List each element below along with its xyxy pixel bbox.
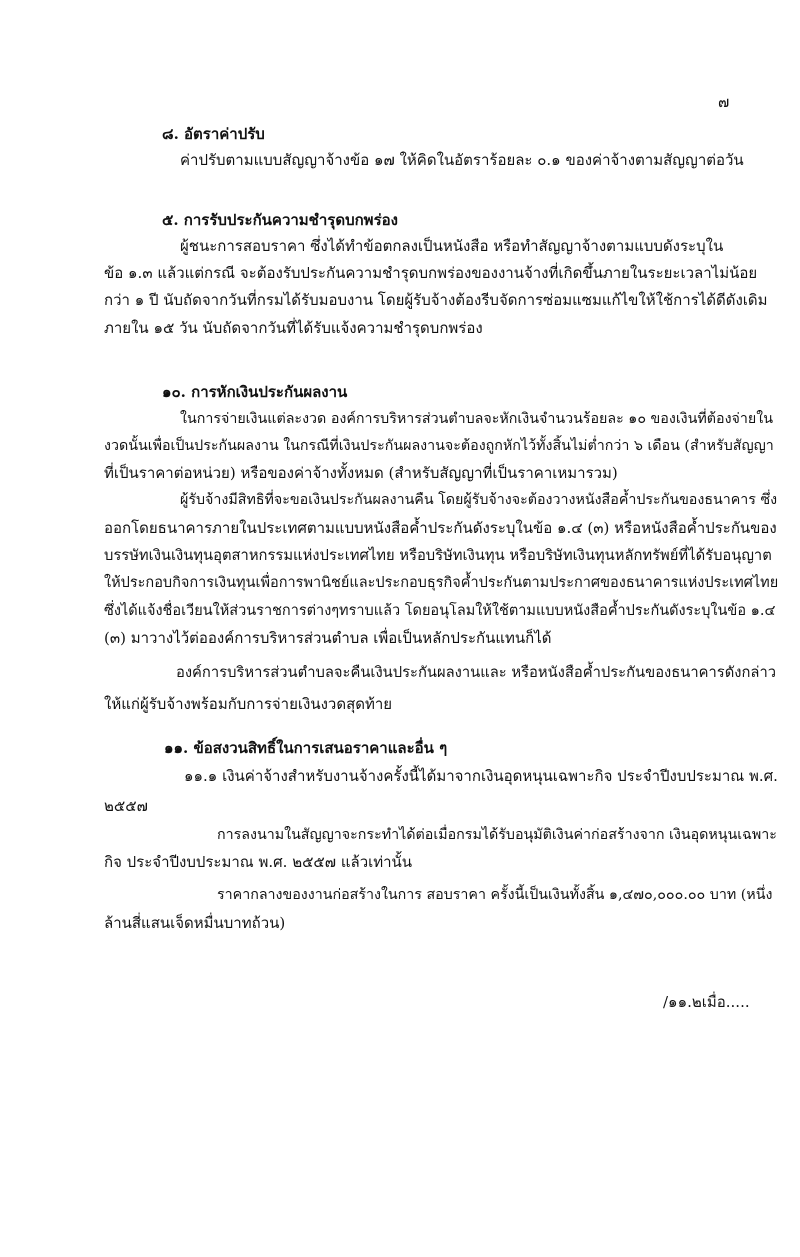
section-10-line: งวดนั้นเพื่อเป็นประกันผลงาน ในกรณีที่เงินประกันผลงานจะต้องถูกหักไว้ทั้งสิ้นไม่ต่ำกว่า ๖ เดือน (สำหรับสัญญา [104,438,774,454]
section-10-line: (๓) มาวางไว้ต่อองค์การบริหารส่วนตำบล เพื่อเป็นหลักประกันแทนก็ได้ [104,629,552,647]
page-number: ๗ [718,93,730,111]
section-9-line: ภายใน ๑๕ วัน นับถัดจากวันที่ได้รับแจ้งความชำรุดบกพร่อง [104,319,483,337]
section-11-line: ๒๕๕๗ [104,797,148,815]
continuation-marker: /๑๑.๒เมื่อ..... [663,993,750,1011]
section-10-line: ในการจ่ายเงินแต่ละงวด องค์การบริหารส่วนตำบลจะหักเงินจำนวนร้อยละ ๑๐ ของเงินที่ต้องจ่ายใน [180,411,773,427]
section-9-line: กว่า ๑ ปี นับถัดจากวันที่กรมได้รับมอบงาน โดยผู้รับจ้างต้องรีบจัดการซ่อมแซมแก้ไขให้ใช้การได้ดีดังเดิม [104,291,768,309]
section-11-line: ราคากลางของงานก่อสร้างในการ สอบราคา ครั้งนี้เป็นเงินทั้งสิ้น ๑,๔๗๐,๐๐๐.๐๐ บาท (หนึ่ง [217,887,773,903]
section-10-line: องค์การบริหารส่วนตำบลจะคืนเงินประกันผลงานและ หรือหนังสือค้ำประกันของธนาคารดังกล่าว [176,664,777,681]
section-10-line: บรรษัทเงินเงินทุนอุตสาหกรรมแห่งประเทศไทย หรือบริษัทเงินทุน หรือบริษัทเงินทุนหลักทรัพย์ที่ได้รับอนุญาต [104,547,772,564]
section-10-heading: ๑๐. การหักเงินประกันผลงาน [162,383,348,401]
section-8-heading: ๘. อัตราค่าปรับ [162,125,265,143]
section-10-line: ผู้รับจ้างมีสิทธิที่จะขอเงินประกันผลงานคืน โดยผู้รับจ้างจะต้องวางหนังสือค้ำประกันของธนาคาร ซึ่ง [180,492,778,508]
section-11-heading: ๑๑. ข้อสงวนสิทธิ์ในการเสนอราคาและอื่น ๆ [164,739,448,757]
section-9-line: ผู้ชนะการสอบราคา ซึ่งได้ทำข้อตกลงเป็นหนังสือ หรือทำสัญญาจ้างตามแบบดังระบุใน [180,237,724,255]
section-10-line: ที่เป็นราคาต่อหน่วย) หรือของค่าจ้างทั้งหมด (สำหรับสัญญาที่เป็นราคาเหมารวม) [104,464,618,482]
section-11-line: กิจ ประจำปีงบประมาณ พ.ศ. ๒๕๕๗ แล้วเท่านั้น [104,853,413,871]
section-11-line: การลงนามในสัญญาจะกระทำได้ต่อเมื่อกรมได้รับอนุมัติเงินค่าก่อสร้างจาก เงินอุดหนุนเฉพาะ [217,827,777,843]
section-11-line: ๑๑.๑ เงินค่าจ้างสำหรับงานจ้างครั้งนี้ได้มาจากเงินอุดหนุนเฉพาะกิจ ประจำปีงบประมาณ พ.ศ. [184,767,778,785]
section-10-line: ซึ่งได้แจ้งชื่อเวียนให้ส่วนราชการต่างๆทราบแล้ว โดยอนุโลมให้ใช้ตามแบบหนังสือค้ำประกันดังระบุในข้อ ๑.๔ [104,603,776,619]
section-10-line: ออกโดยธนาคารภายในประเทศตามแบบหนังสือค้ำประกันดังระบุในข้อ ๑.๔ (๓) หรือหนังสือค้ำประกันของ [104,519,777,537]
section-10-line: ให้แก่ผู้รับจ้างพร้อมกับการจ่ายเงินงวดสุดท้าย [104,695,393,713]
section-11-line: ล้านสี่แสนเจ็ดหมื่นบาทถ้วน) [104,914,286,932]
section-10-line: ให้ประกอบกิจการเงินทุนเพื่อการพานิชย์และประกอบธุรกิจค้ำประกันตามประกาศของธนาคารแห่งประเทศไทย [104,575,779,591]
section-9-heading: ๕. การรับประกันความชำรุดบกพร่อง [162,211,398,229]
section-9-line: ข้อ ๑.๓ แล้วแต่กรณี จะต้องรับประกันความชำรุดบกพร่องของงานจ้างที่เกิดขึ้นภายในระยะเวลาไม่น้อย [104,264,758,282]
section-8-line: ค่าปรับตามแบบสัญญาจ้างข้อ ๑๗ ให้คิดในอัตราร้อยละ ๐.๑ ของค่าจ้างตามสัญญาต่อวัน [180,151,744,169]
